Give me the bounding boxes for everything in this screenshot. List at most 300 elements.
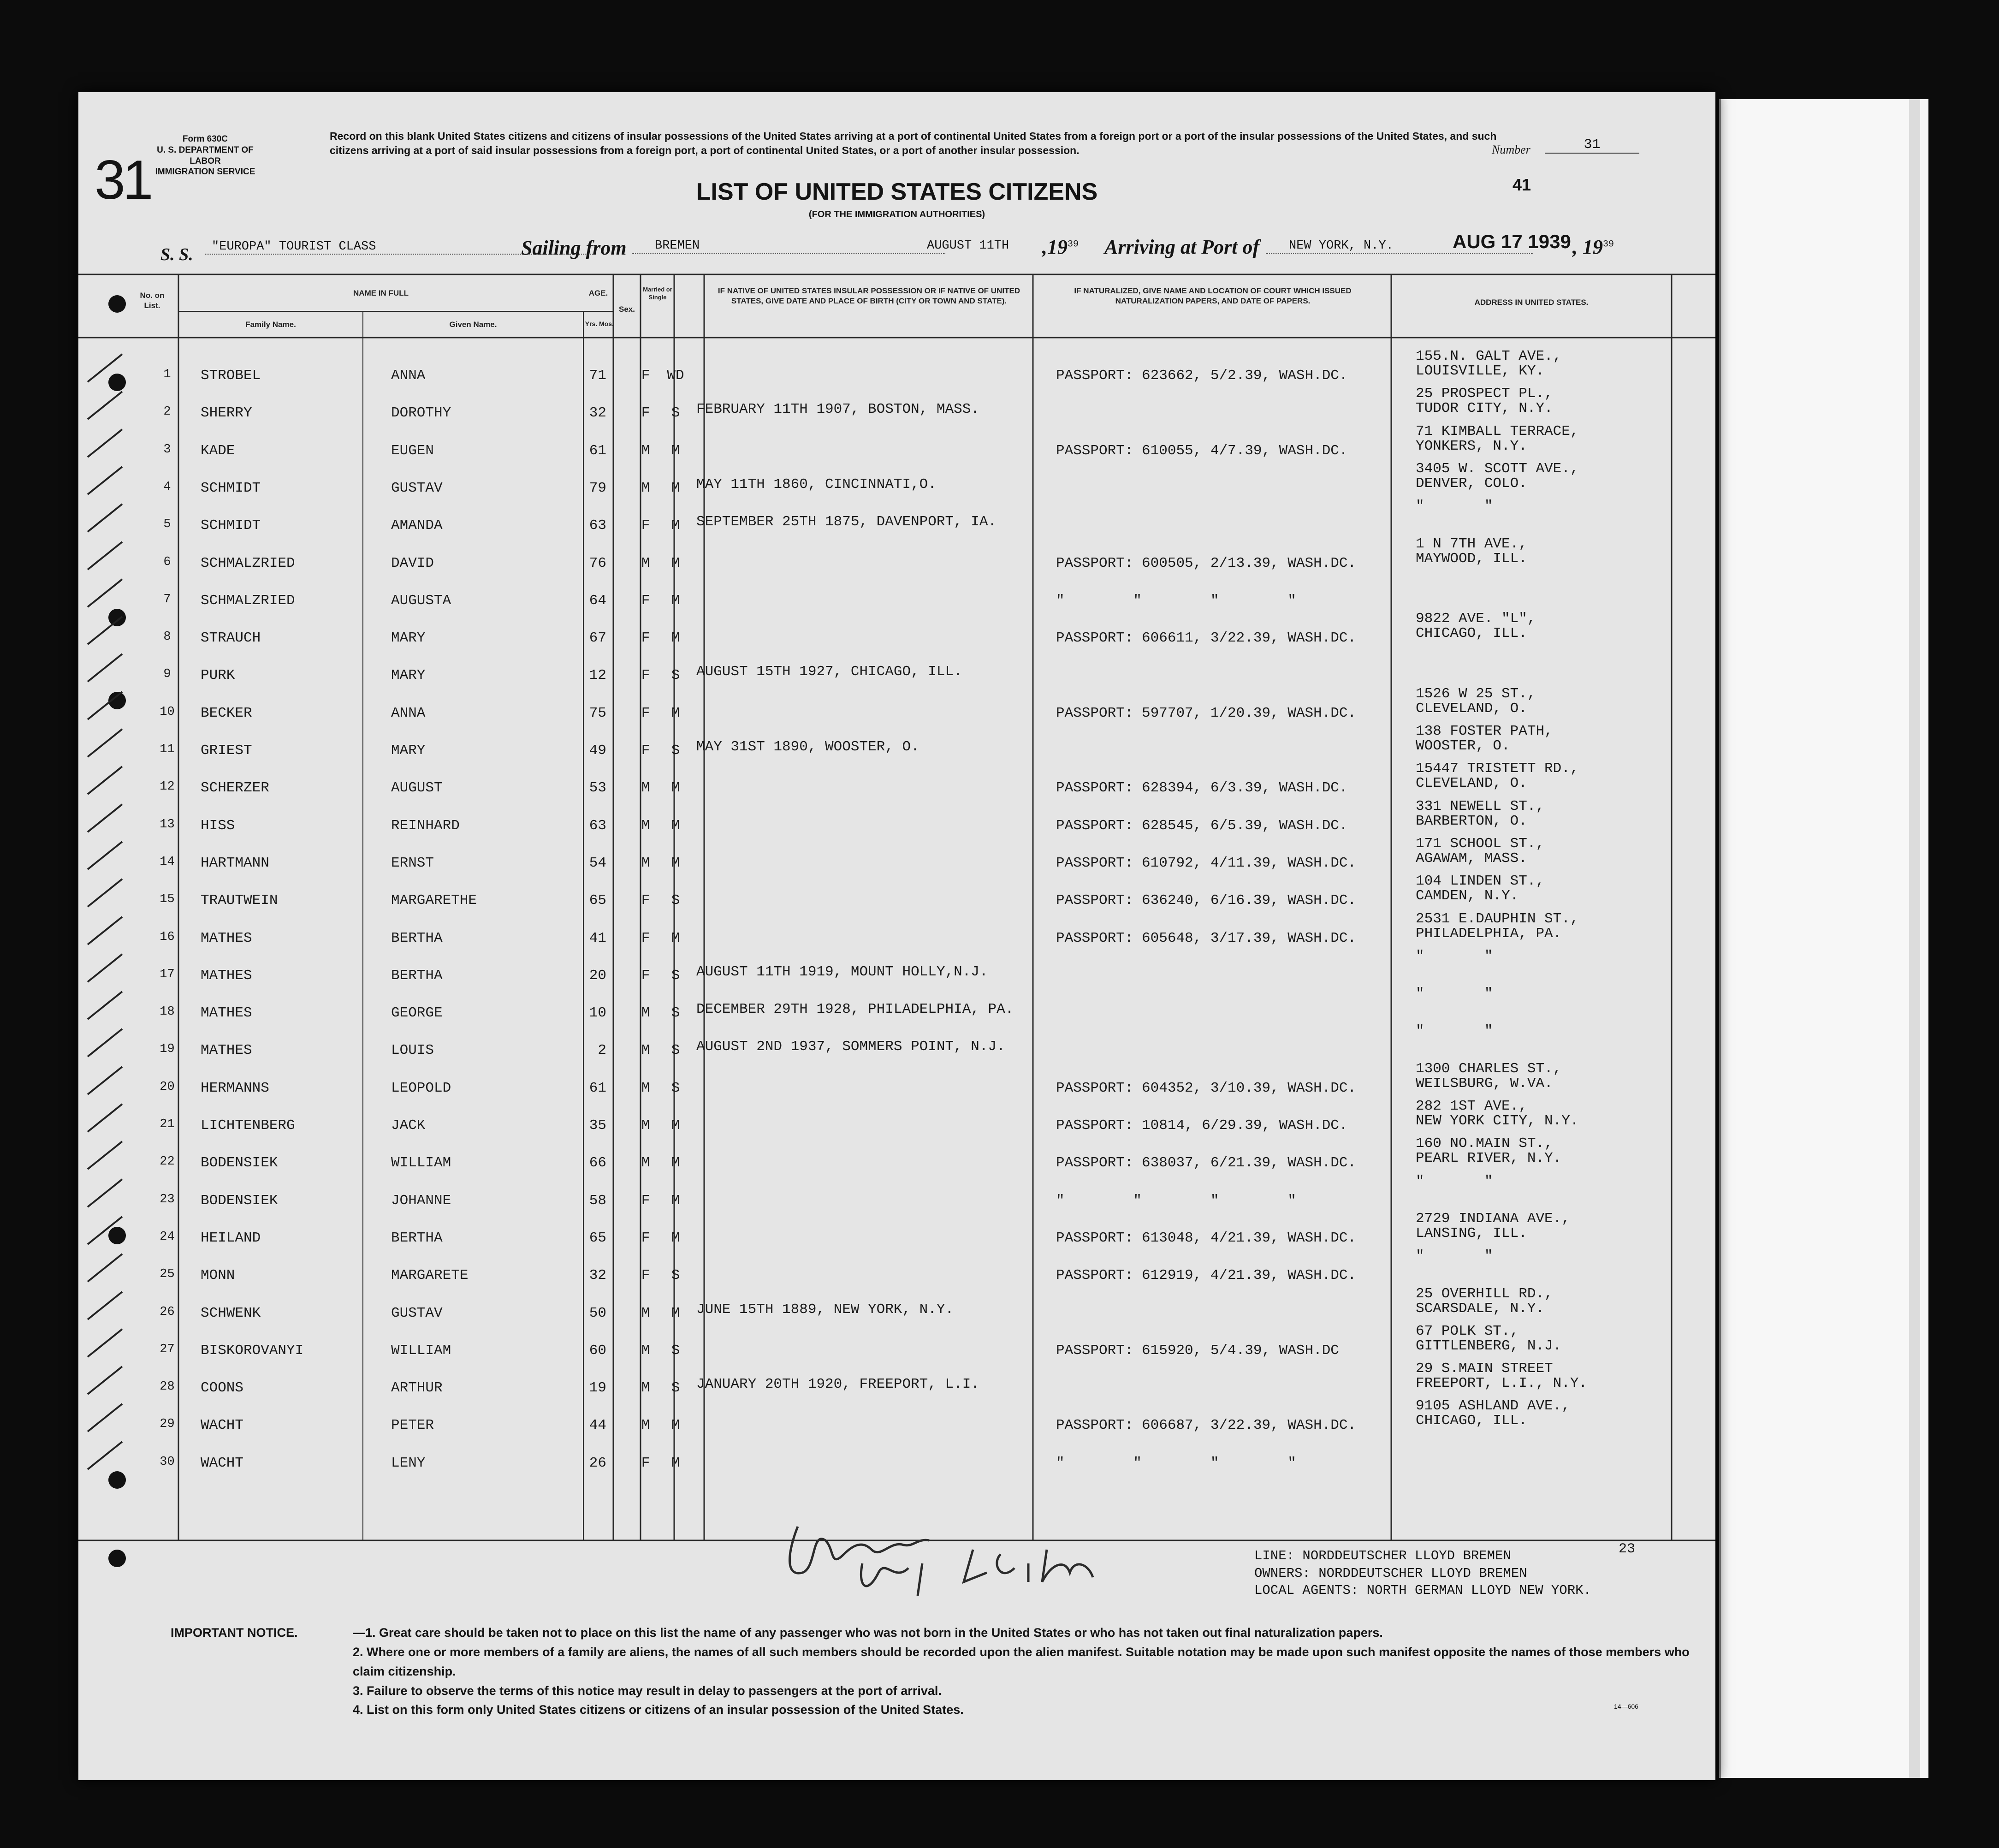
handwritten-list-number: 31 (95, 149, 151, 211)
naturalization-details: PASSPORT: 597707, 1/20.39, WASH.DC. (1056, 705, 1357, 721)
passenger-row (78, 573, 1715, 611)
naturalization-details: PASSPORT: 10814, 6/29.39, WASH.DC. (1056, 1117, 1348, 1134)
age-years: 75 (589, 705, 606, 721)
given-name: AUGUST (391, 780, 443, 796)
sex: M (641, 1005, 650, 1022)
family-name: KADE (201, 442, 235, 459)
given-name: ANNA (391, 368, 426, 384)
age-years: 67 (589, 630, 606, 647)
given-name: DOROTHY (391, 405, 451, 422)
arriving-label: Arriving at Port of (1104, 236, 1260, 258)
marital-status: M (671, 855, 680, 871)
given-name: ERNST (391, 855, 434, 871)
address-line-1: 104 LINDEN ST., (1416, 873, 1545, 890)
sex: F (641, 1192, 650, 1209)
passenger-row (78, 536, 1715, 573)
family-name: HISS (201, 817, 235, 834)
marital-status: S (671, 1342, 680, 1359)
inspection-check-mark (78, 1252, 134, 1284)
sex: M (641, 442, 650, 459)
inspection-check-mark (78, 614, 134, 647)
row-number: 18 (160, 1005, 175, 1019)
sex: M (641, 1380, 650, 1396)
row-number: 12 (160, 780, 175, 794)
inspection-check-mark (78, 1064, 134, 1097)
row-number: 10 (160, 705, 175, 719)
sex: M (641, 1417, 650, 1434)
naturalization-details: PASSPORT: 606687, 3/22.39, WASH.DC. (1056, 1417, 1357, 1434)
sex: M (641, 855, 650, 871)
inspection-check-mark (78, 352, 134, 384)
address-line-1: 29 S.MAIN STREET (1416, 1361, 1553, 1377)
family-name: SCHMALZRIED (201, 555, 295, 571)
address-line-1: 1 N 7TH AVE., (1416, 535, 1527, 552)
column-header-family-name: Family Name. (245, 320, 296, 329)
passenger-row (78, 1135, 1715, 1173)
row-number: 25 (160, 1267, 175, 1282)
age-years: 32 (589, 405, 606, 422)
marital-status: M (671, 442, 680, 459)
marital-status: M (671, 930, 680, 946)
age-years: 10 (589, 1005, 606, 1022)
passenger-row (78, 348, 1715, 386)
sex: M (641, 1042, 650, 1059)
given-name: ARTHUR (391, 1380, 443, 1396)
marital-status: M (671, 592, 680, 609)
given-name: MARY (391, 667, 426, 684)
given-name: WILLIAM (391, 1342, 451, 1359)
passenger-row (78, 423, 1715, 461)
row-number: 30 (160, 1455, 175, 1469)
naturalization-details: PASSPORT: 604352, 3/10.39, WASH.DC. (1056, 1080, 1357, 1096)
family-name: COONS (201, 1380, 244, 1396)
naturalization-details: PASSPORT: 615920, 5/4.39, WASH.DC (1056, 1342, 1339, 1359)
age-years: 26 (589, 1455, 606, 1471)
passenger-row (78, 461, 1715, 498)
passenger-row (78, 1398, 1715, 1435)
marital-status: M (671, 1117, 680, 1134)
address-line-2: CLEVELAND, O. (1416, 775, 1527, 792)
important-notice (171, 1623, 1692, 1720)
family-name: PURK (201, 667, 235, 684)
naturalization-details: PASSPORT: 610792, 4/11.39, WASH.DC. (1056, 855, 1357, 871)
row-number: 23 (160, 1192, 175, 1206)
row-number: 26 (160, 1305, 175, 1319)
marital-status: S (671, 967, 680, 984)
column-header-address: ADDRESS IN UNITED STATES. (1474, 298, 1589, 307)
column-header-months: Mos. (599, 320, 614, 327)
row-number: 9 (163, 667, 171, 682)
sex: M (641, 1155, 650, 1171)
sex: F (641, 892, 650, 909)
naturalization-details: PASSPORT: 623662, 5/2.39, WASH.DC. (1056, 368, 1348, 384)
family-name: HARTMANN (201, 855, 269, 871)
age-years: 61 (589, 1080, 606, 1096)
inspection-check-mark (78, 502, 134, 534)
marital-status: M (671, 630, 680, 647)
passenger-row (78, 761, 1715, 798)
birth-details: JANUARY 20TH 1920, FREEPORT, L.I. (696, 1376, 979, 1393)
family-name: BISKOROVANYI (201, 1342, 304, 1359)
age-years: 50 (589, 1305, 606, 1321)
age-years: 54 (589, 855, 606, 871)
notice-item: 2. Where one or more members of a family are aliens, the names of all such members should be recorded upon the alien manifest. Suitable notation may be made upon such manifest opposite the names of those members who claim citizenship. (353, 1645, 1690, 1678)
sex: F (641, 630, 650, 647)
address-line-1: 2729 INDIANA AVE., (1416, 1210, 1570, 1227)
family-name: LICHTENBERG (201, 1117, 295, 1134)
inspection-check-mark (78, 1364, 134, 1396)
given-name: MARGARETHE (391, 892, 477, 909)
row-number: 22 (160, 1155, 175, 1169)
family-name: BODENSIEK (201, 1192, 278, 1209)
birth-details: AUGUST 11TH 1919, MOUNT HOLLY,N.J. (696, 963, 988, 980)
passenger-row (78, 1323, 1715, 1361)
birth-details: SEPTEMBER 25TH 1875, DAVENPORT, IA. (696, 514, 997, 530)
address-line-2: DENVER, COLO. (1416, 475, 1527, 492)
row-number: 16 (160, 930, 175, 944)
inspection-check-mark (78, 727, 134, 759)
passenger-row (78, 611, 1715, 648)
address-line-2: LANSING, ILL. (1416, 1225, 1527, 1242)
sex: M (641, 780, 650, 796)
marital-status: S (671, 1042, 680, 1059)
given-name: AMANDA (391, 517, 443, 534)
address-line-1: " " (1416, 1173, 1493, 1189)
naturalization-details: PASSPORT: 612919, 4/21.39, WASH.DC. (1056, 1267, 1357, 1284)
given-name: REINHARD (391, 817, 460, 834)
given-name: WILLIAM (391, 1155, 451, 1171)
marital-status: WD (667, 368, 684, 384)
column-header-given-name: Given Name. (449, 320, 497, 329)
column-header-naturalization: IF NATURALIZED, GIVE NAME AND LOCATION OF COURT WHICH ISSUED NATURALIZATION PAPERS, AND DATE OF PAPERS. (1074, 286, 1352, 306)
family-name: SCHMIDT (201, 517, 261, 534)
inspection-check-mark (78, 689, 134, 722)
sex: M (641, 1305, 650, 1321)
naturalization-details: PASSPORT: 628394, 6/3.39, WASH.DC. (1056, 780, 1348, 796)
record-instructions: Record on this blank United States citizens and citizens of insular possessions of the United States arriving at a port of continental United States from a foreign port or a port of the insular possessions of the United States, and such citizens arriving at a port of said insular possessions from a foreign port, a port of continental United States, or a port of another insular possession. (330, 130, 1497, 157)
form-code: 14—606 (1614, 1703, 1638, 1710)
inspection-check-mark (78, 1289, 134, 1322)
row-number: 14 (160, 855, 175, 869)
inspection-check-mark (78, 1402, 134, 1434)
passenger-row (78, 686, 1715, 723)
pencil-annotation: 41 (1513, 175, 1531, 194)
inspection-check-mark (78, 389, 134, 422)
given-name: JACK (391, 1117, 426, 1134)
passenger-row (78, 1061, 1715, 1098)
birth-details: AUGUST 15TH 1927, CHICAGO, ILL. (696, 664, 962, 680)
form-number: Form 630C (182, 134, 228, 144)
address-line-2: NEW YORK CITY, N.Y. (1416, 1113, 1579, 1129)
address-line-1: 155.N. GALT AVE., (1416, 348, 1562, 364)
passenger-row (78, 1361, 1715, 1398)
marital-status: M (671, 705, 680, 721)
given-name: BERTHA (391, 1230, 443, 1246)
ss-label: S. S. (160, 245, 193, 264)
row-number: 27 (160, 1342, 175, 1356)
sex: F (641, 1230, 650, 1246)
row-number: 24 (160, 1230, 175, 1244)
family-name: MATHES (201, 1005, 252, 1022)
age-years: 66 (589, 1155, 606, 1171)
address-line-1: 282 1ST AVE., (1416, 1098, 1527, 1114)
column-header-name: NAME IN FULL (353, 289, 409, 297)
address-line-2: FREEPORT, L.I., N.Y. (1416, 1375, 1588, 1392)
address-line-2: MAYWOOD, ILL. (1416, 550, 1527, 567)
age-years: 79 (589, 480, 606, 496)
inspection-check-mark (78, 427, 134, 459)
inspector-signature (770, 1513, 1185, 1605)
family-name: BECKER (201, 705, 252, 721)
notice-heading: IMPORTANT NOTICE. (171, 1626, 298, 1640)
inspection-check-mark (78, 540, 134, 572)
passenger-row (78, 1173, 1715, 1211)
marital-status: M (671, 780, 680, 796)
marital-status: M (671, 1455, 680, 1471)
sailing-date: AUGUST 11TH (927, 239, 1009, 253)
age-years: 63 (589, 517, 606, 534)
address-line-2: WOOSTER, O. (1416, 738, 1510, 754)
birth-details: DECEMBER 29TH 1928, PHILADELPHIA, PA. (696, 1001, 1014, 1018)
shipping-line-info (1254, 1547, 1591, 1599)
page-title: LIST OF UNITED STATES CITIZENS (696, 178, 1098, 205)
passenger-row (78, 911, 1715, 948)
age-years: 44 (589, 1417, 606, 1434)
naturalization-details: PASSPORT: 636240, 6/16.39, WASH.DC. (1056, 892, 1357, 909)
inspection-check-mark (78, 1214, 134, 1247)
page-mark: 23 (1619, 1541, 1636, 1557)
column-header-age: AGE. (588, 289, 608, 297)
given-name: GEORGE (391, 1005, 443, 1022)
marital-status: S (671, 743, 680, 759)
manifest-page (78, 92, 1715, 1780)
family-name: SCHWENK (201, 1305, 261, 1321)
address-line-2: CHICAGO, ILL. (1416, 625, 1527, 642)
address-line-1: 138 FOSTER PATH, (1416, 723, 1553, 739)
family-name: WACHT (201, 1417, 244, 1434)
family-name: HEILAND (201, 1230, 261, 1246)
age-years: 41 (589, 930, 606, 946)
passenger-row (78, 1436, 1715, 1473)
sex: F (641, 368, 650, 384)
address-line-1: 171 SCHOOL ST., (1416, 835, 1545, 852)
address-line-2: WEILSBURG, W.VA. (1416, 1075, 1553, 1092)
row-number: 3 (163, 442, 171, 457)
row-number: 13 (160, 817, 175, 832)
address-line-2: LOUISVILLE, KY. (1416, 363, 1545, 379)
sex: M (641, 1080, 650, 1096)
given-name: AUGUSTA (391, 592, 451, 609)
naturalization-details: PASSPORT: 610055, 4/7.39, WASH.DC. (1056, 442, 1348, 459)
family-name: MATHES (201, 1042, 252, 1059)
marital-status: M (671, 480, 680, 496)
marital-status: S (671, 892, 680, 909)
sex: M (641, 1117, 650, 1134)
address-line-1: 160 NO.MAIN ST., (1416, 1135, 1553, 1152)
sex: F (641, 592, 650, 609)
number-value: 31 (1545, 137, 1639, 154)
row-number: 21 (160, 1117, 175, 1131)
line-name: LINE: NORDDEUTSCHER LLOYD BREMEN (1254, 1548, 1511, 1563)
given-name: BERTHA (391, 967, 443, 984)
naturalization-details: " " " " (1056, 592, 1296, 609)
marital-status: S (671, 1005, 680, 1022)
birth-details: FEBRUARY 11TH 1907, BOSTON, MASS. (696, 401, 979, 418)
naturalization-details: PASSPORT: 628545, 6/5.39, WASH.DC. (1056, 817, 1348, 834)
given-name: GUSTAV (391, 480, 443, 496)
sex: F (641, 743, 650, 759)
next-page-edge (1719, 99, 1928, 1778)
ship-name: "EUROPA" TOURIST CLASS (205, 240, 594, 255)
address-line-2: BARBERTON, O. (1416, 813, 1527, 829)
sailing-year-suffix: 39 (1068, 239, 1079, 250)
inspection-check-mark (78, 652, 134, 684)
marital-status: M (671, 1155, 680, 1171)
address-line-1: " " (1416, 948, 1493, 964)
marital-status: M (671, 555, 680, 571)
marital-status: S (671, 1267, 680, 1284)
address-line-2: TUDOR CITY, N.Y. (1416, 400, 1553, 417)
marital-status: S (671, 1380, 680, 1396)
inspection-check-mark (78, 952, 134, 984)
address-line-1: 1526 W 25 ST., (1416, 685, 1536, 702)
row-number: 17 (160, 967, 175, 981)
age-years: 63 (589, 817, 606, 834)
age-years: 12 (589, 667, 606, 684)
naturalization-details: PASSPORT: 613048, 4/21.39, WASH.DC. (1056, 1230, 1357, 1246)
given-name: MARY (391, 743, 426, 759)
address-line-1: " " (1416, 1023, 1493, 1040)
column-header-no: No. on List. (140, 291, 165, 310)
address-line-1: 67 POLK ST., (1416, 1323, 1519, 1339)
marital-status: S (671, 667, 680, 684)
family-name: WACHT (201, 1455, 244, 1471)
age-years: 71 (589, 368, 606, 384)
inspection-check-mark (78, 764, 134, 796)
naturalization-details: PASSPORT: 606611, 3/22.39, WASH.DC. (1056, 630, 1357, 647)
given-name: JOHANNE (391, 1192, 451, 1209)
family-name: SHERRY (201, 405, 252, 422)
notice-item: 3. Failure to observe the terms of this notice may result in delay to passengers at the port of arrival. (353, 1683, 942, 1698)
passenger-row (78, 948, 1715, 986)
arrival-year-prefix: , 19 (1572, 236, 1603, 258)
row-number: 29 (160, 1417, 175, 1432)
family-name: SCHERZER (201, 780, 269, 796)
age-years: 19 (589, 1380, 606, 1396)
address-line-2: SCARSDALE, N.Y. (1416, 1300, 1545, 1317)
birth-details: JUNE 15TH 1889, NEW YORK, N.Y. (696, 1301, 954, 1318)
address-line-1: " " (1416, 498, 1493, 515)
sex: F (641, 967, 650, 984)
naturalization-details: " " " " (1056, 1455, 1296, 1471)
address-line-1: 9822 AVE. "L", (1416, 611, 1536, 627)
department-name: U. S. DEPARTMENT OF LABOR (157, 145, 254, 166)
owners-name: OWNERS: NORDDEUTSCHER LLOYD BREMEN (1254, 1565, 1527, 1581)
age-years: 2 (598, 1042, 606, 1059)
row-number: 4 (163, 480, 171, 494)
family-name: BODENSIEK (201, 1155, 278, 1171)
given-name: ANNA (391, 705, 426, 721)
address-line-1: 3405 W. SCOTT AVE., (1416, 460, 1579, 477)
inspection-check-mark (78, 1177, 134, 1209)
arrival-date-stamp: AUG 17 1939 (1453, 231, 1571, 252)
row-number: 8 (163, 630, 171, 644)
given-name: DAVID (391, 555, 434, 571)
column-header-years: Yrs. (585, 320, 598, 327)
row-number: 28 (160, 1380, 175, 1394)
inspection-check-mark (78, 1102, 134, 1134)
given-name: EUGEN (391, 442, 434, 459)
address-line-2: PHILADELPHIA, PA. (1416, 925, 1562, 942)
family-name: STRAUCH (201, 630, 261, 647)
age-years: 65 (589, 1230, 606, 1246)
naturalization-details: PASSPORT: 600505, 2/13.39, WASH.DC. (1056, 555, 1357, 571)
sex: F (641, 930, 650, 946)
row-number: 2 (163, 405, 171, 419)
given-name: PETER (391, 1417, 434, 1434)
age-years: 49 (589, 743, 606, 759)
row-number: 20 (160, 1080, 175, 1094)
inspection-check-mark (78, 1327, 134, 1359)
family-name: HERMANNS (201, 1080, 269, 1096)
family-name: GRIEST (201, 743, 252, 759)
sex: F (641, 1455, 650, 1471)
passenger-row (78, 1023, 1715, 1060)
family-name: SCHMIDT (201, 480, 261, 496)
inspection-check-mark (78, 877, 134, 909)
arrival-port: NEW YORK, N.Y. (1266, 239, 1533, 254)
arrival-year-suffix: 39 (1603, 239, 1614, 250)
age-years: 60 (589, 1342, 606, 1359)
address-line-1: 71 KIMBALL TERRACE, (1416, 423, 1579, 440)
address-line-2: GITTLENBERG, N.J. (1416, 1337, 1562, 1354)
passenger-row (78, 1098, 1715, 1135)
inspection-check-mark (78, 802, 134, 834)
sex: F (641, 1267, 650, 1284)
sex: M (641, 817, 650, 834)
sex: M (641, 480, 650, 496)
naturalization-details: PASSPORT: 605648, 3/17.39, WASH.DC. (1056, 930, 1357, 946)
sex: M (641, 1342, 650, 1359)
sailing-from-label: Sailing from (521, 237, 627, 259)
age-years: 65 (589, 892, 606, 909)
inspection-check-mark (78, 577, 134, 609)
marital-status: S (671, 1080, 680, 1096)
inspection-check-mark (78, 915, 134, 947)
age-years: 76 (589, 555, 606, 571)
sex: F (641, 705, 650, 721)
address-line-2: AGAWAM, MASS. (1416, 850, 1527, 867)
row-number: 5 (163, 517, 171, 532)
inspection-check-mark (78, 1439, 134, 1472)
given-name: GUSTAV (391, 1305, 443, 1321)
sex: F (641, 517, 650, 534)
family-name: TRAUTWEIN (201, 892, 278, 909)
column-header-sex: Sex. (619, 305, 635, 314)
passenger-row (78, 1286, 1715, 1323)
marital-status: M (671, 517, 680, 534)
address-line-1: 15447 TRISTETT RD., (1416, 761, 1579, 777)
inspection-check-mark (78, 464, 134, 497)
family-name: MATHES (201, 967, 252, 984)
passenger-row (78, 873, 1715, 910)
address-line-2: CHICAGO, ILL. (1416, 1413, 1527, 1429)
row-number: 11 (160, 743, 175, 756)
number-label: Number (1492, 143, 1530, 156)
sex: M (641, 555, 650, 571)
given-name: LOUIS (391, 1042, 434, 1059)
column-header-birth: IF NATIVE OF UNITED STATES INSULAR POSSESSION OR IF NATIVE OF UNITED STATES, GIVE DATE AND PLACE OF BIRTH (CITY OR TOWN AND STATE). (718, 286, 1020, 306)
